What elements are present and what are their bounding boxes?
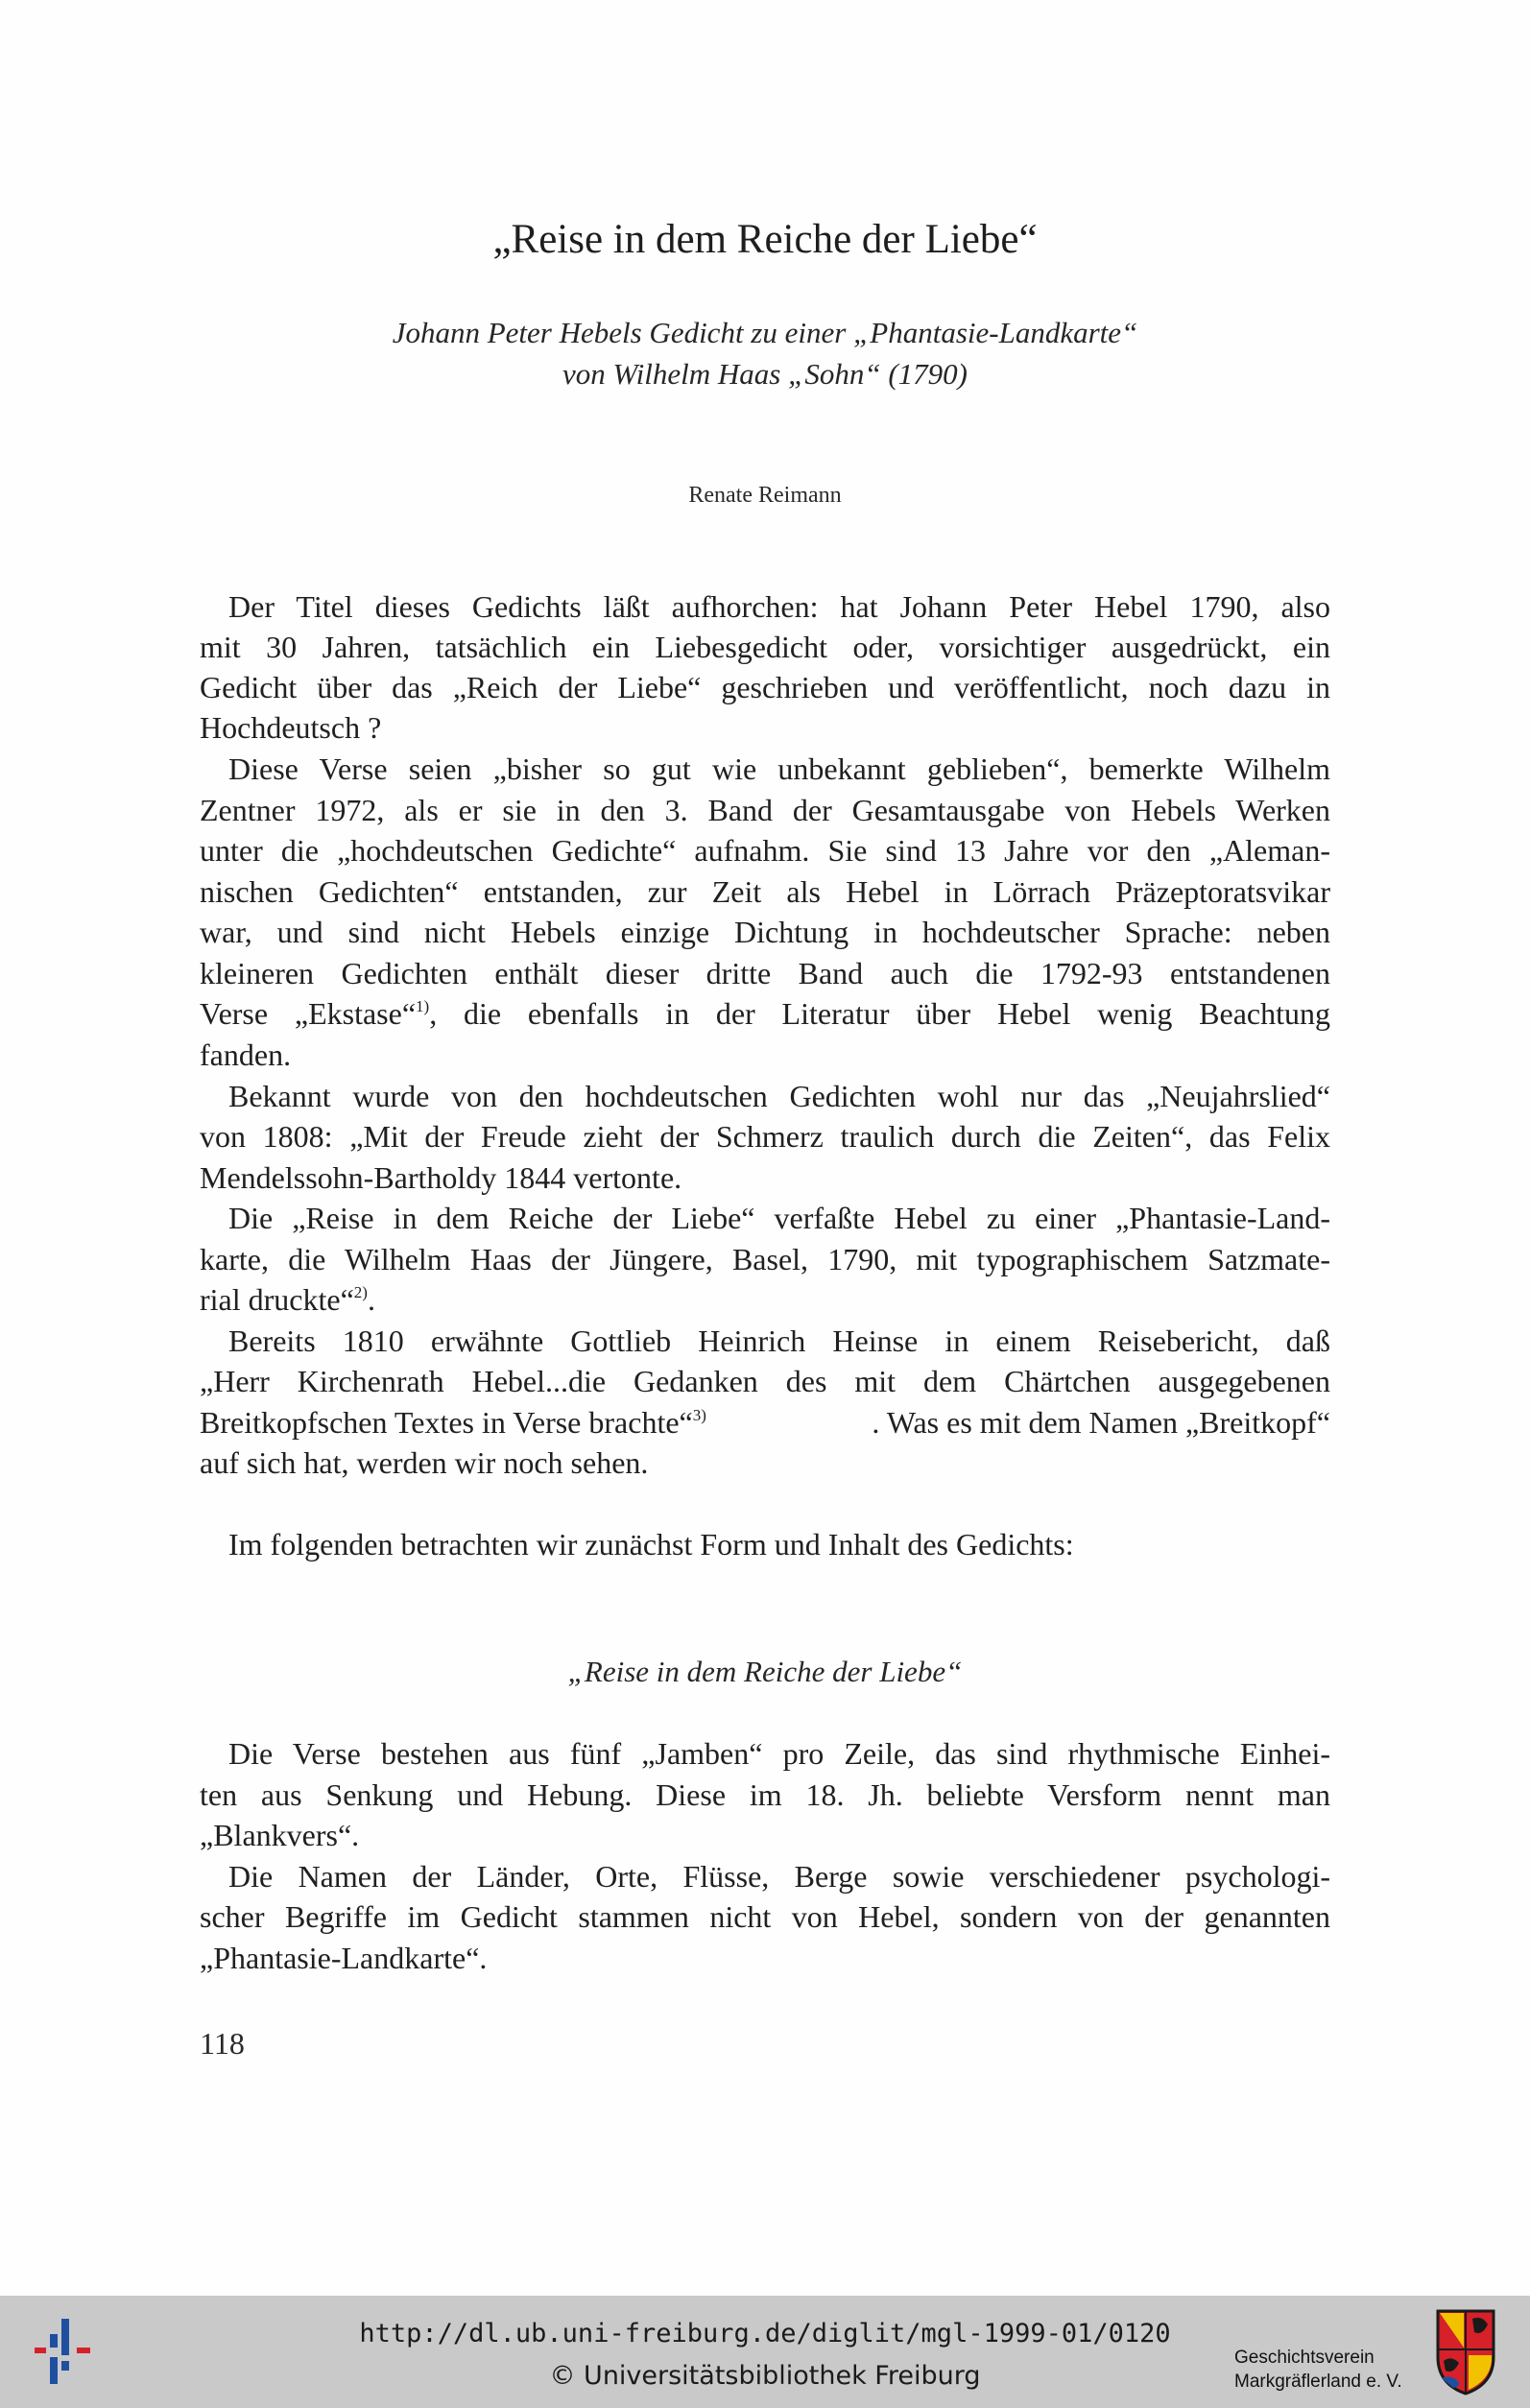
paragraph-line: mit 30 Jahren, tatsächlich ein Liebesgedicht oder, vorsichtiger ausgedrückt, ein bbox=[200, 630, 1330, 664]
paragraph-line: Mendelssohn-Bartholdy 1844 vertonte. bbox=[200, 1160, 682, 1195]
paragraph-line: unter die „hochdeutschen Gedichte“ aufnahm. Sie sind 13 Jahre vor den „Aleman- bbox=[200, 833, 1330, 868]
copyright-notice: © Universitätsbibliothek Freiburg bbox=[549, 2361, 981, 2391]
page-number: 118 bbox=[200, 2026, 245, 2061]
line-text-left bbox=[200, 1402, 706, 1442]
line-text-right: . Was es mit dem Namen „Breitkopf“ bbox=[872, 1405, 1330, 1440]
paragraph-line: war, und sind nicht Hebels einzige Dichtung in hochdeutscher Sprache: neben bbox=[200, 915, 1330, 949]
paragraph-line: kleineren Gedichten enthält dieser dritte Band auch die 1792-93 entstandenen bbox=[200, 956, 1330, 990]
paragraph-line: fanden. bbox=[200, 1037, 292, 1072]
author-name: Renate Reimann bbox=[688, 483, 842, 508]
paragraph-line: Hochdeutsch ? bbox=[200, 710, 382, 745]
paragraph-line: „Blankvers“. bbox=[200, 1818, 360, 1852]
paragraph-line: Im folgenden betrachten wir zunächst Form und Inhalt des Gedichts: bbox=[228, 1527, 1074, 1562]
footer-bar bbox=[0, 2296, 1530, 2408]
section-heading: „Reise in dem Reiche der Liebe“ bbox=[567, 1655, 963, 1688]
footnote-marker: 2) bbox=[353, 1283, 368, 1301]
paragraph-line: von 1808: „Mit der Freude zieht der Schmerz traulich durch die Zeiten“, das Felix bbox=[200, 1119, 1330, 1154]
paragraph-line: Der Titel dieses Gedichts läßt aufhorchen: hat Johann Peter Hebel 1790, also bbox=[228, 589, 1330, 624]
paragraph-line: Bekannt wurde von den hochdeutschen Gedichten wohl nur das „Neujahrslied“ bbox=[228, 1079, 1330, 1113]
paragraph-line: Die „Reise in dem Reiche der Liebe“ verfaßte Hebel zu einer „Phantasie-Land- bbox=[228, 1201, 1330, 1235]
paragraph-line: Zentner 1972, als er sie in den 3. Band der Gesamtausgabe von Hebels Werken bbox=[200, 793, 1330, 827]
source-url-link[interactable]: http://dl.ub.uni-freiburg.de/diglit/mgl-1999-01/0120 bbox=[359, 2319, 1171, 2348]
coat-of-arms-icon bbox=[1434, 2307, 1497, 2397]
footnote-marker: 1) bbox=[416, 997, 430, 1015]
line-text: rial druckte“ bbox=[200, 1282, 354, 1317]
paragraph-line: „Herr Kirchenrath Hebel...die Gedanken des mit dem Chärtchen ausgegebenen bbox=[200, 1364, 1330, 1398]
paragraph-line: rial druckte“$^{2)}$. bbox=[200, 1282, 375, 1317]
paragraph-line: Die Verse bestehen aus fünf „Jamben“ pro Zeile, das sind rhythmische Einhei- bbox=[228, 1736, 1330, 1771]
paragraph-line: karte, die Wilhelm Haas der Jüngere, Basel, 1790, mit typographischem Satzmate- bbox=[200, 1242, 1330, 1276]
paragraph-line: ten aus Senkung und Hebung. Diese im 18. Jh. beliebte Versform nennt man bbox=[200, 1777, 1330, 1812]
paragraph-line: Die Namen der Länder, Orte, Flüsse, Berge sowie verschiedener psychologi- bbox=[228, 1859, 1330, 1894]
paragraph-line: „Phantasie-Landkarte“. bbox=[200, 1941, 488, 1975]
society-name bbox=[1234, 2346, 1402, 2394]
paragraph-line: scher Begriffe im Gedicht stammen nicht von Hebel, sondern von der genannten bbox=[200, 1899, 1330, 1934]
footnote-marker: 3) bbox=[692, 1406, 706, 1424]
society-name-line-1: Geschichtsverein bbox=[1234, 2348, 1375, 2368]
paragraph-line: nischen Gedichten“ entstanden, zur Zeit als Hebel in Lörrach Präzeptoratsvikar bbox=[200, 874, 1330, 909]
paragraph-line: auf sich hat, werden wir noch sehen. bbox=[200, 1445, 649, 1480]
paragraph-line: Gedicht über das „Reich der Liebe“ geschrieben und veröffentlicht, noch dazu in bbox=[200, 670, 1330, 704]
paragraph-line bbox=[200, 993, 1330, 1034]
document-title: „Reise in dem Reiche der Liebe“ bbox=[492, 217, 1038, 262]
paragraph-line: Diese Verse seien „bisher so gut wie unbekannt geblieben“, bemerkte Wilhelm bbox=[228, 751, 1330, 786]
line-text: Breitkopfschen Textes in Verse brachte“ bbox=[200, 1405, 693, 1440]
society-name-line-2: Markgräflerland e. V. bbox=[1234, 2372, 1402, 2392]
paragraph-line bbox=[200, 1402, 1330, 1442]
document-subtitle-line-2: von Wilhelm Haas „Sohn“ (1790) bbox=[562, 357, 968, 391]
document-subtitle-line-1: Johann Peter Hebels Gedicht zu einer „Phantasie-Landkarte“ bbox=[392, 316, 1138, 349]
paragraph-line: Bereits 1810 erwähnte Gottlieb Heinrich Heinse in einem Reisebericht, daß bbox=[228, 1323, 1330, 1358]
line-text: Verse „Ekstase“$^{1)}$, die ebenfalls in der Literatur über Hebel wenig Beachtung bbox=[200, 996, 1331, 1031]
